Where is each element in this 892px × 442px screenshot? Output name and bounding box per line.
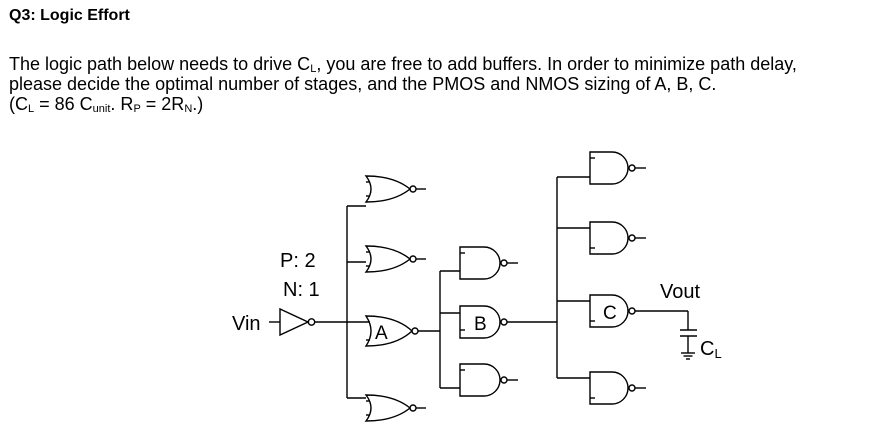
gate-c-label: C [603, 303, 617, 324]
problem-line-1: The logic path below needs to drive $C_L$, you are free to add buffers. In order to minimize path delay, [9, 54, 797, 75]
gate-a-label: A [375, 323, 388, 344]
problem-line-3: ($C_L = 86$ $C_{unit}$. $R_P = 2R_N$.) [9, 94, 204, 115]
nor-gate-second [366, 246, 426, 272]
problem-line-2: please decide the optimal number of stages, and the PMOS and NMOS sizing of A, B, C. [9, 74, 717, 94]
inverter-pmos-label: P: 2 [280, 250, 316, 272]
input-inverter [269, 309, 315, 335]
nand-gate-stage3-top [590, 152, 646, 184]
question-title: Q3: Logic Effort [9, 7, 130, 24]
vout-label: Vout [660, 281, 701, 303]
nand-gate-stage3-second [590, 222, 646, 254]
nand-gate-stage3-bottom [590, 372, 646, 404]
load-cap-label: CL [700, 338, 722, 361]
inverter-nmos-label: N: 1 [283, 279, 320, 301]
nand-gate-bottom [460, 364, 518, 396]
nor-gate-bottom [366, 395, 426, 421]
nor-gate-top [366, 176, 426, 202]
vin-label: Vin [232, 313, 261, 335]
nand-gate-top [460, 247, 518, 279]
load-capacitor [680, 330, 697, 359]
gate-b-label: B [474, 314, 487, 335]
